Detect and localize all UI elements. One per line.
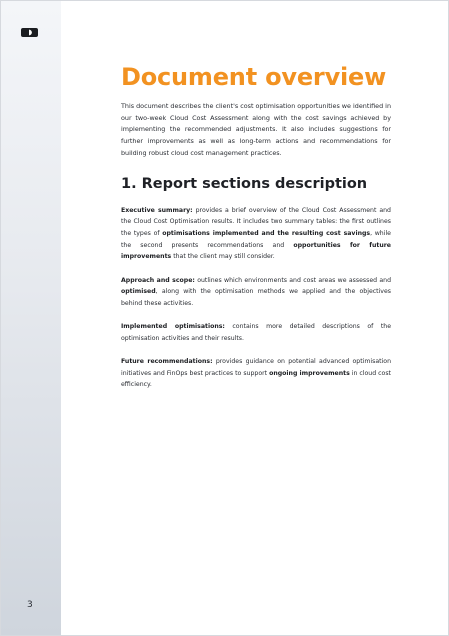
term-approach-scope: Approach and scope: xyxy=(121,276,195,284)
term-future-recommendations: Future recommendations: xyxy=(121,358,213,366)
bold-span: optimisations implemented and the resulting cost savings xyxy=(162,229,371,237)
text-span: that the client may still consider. xyxy=(171,253,275,261)
term-executive-summary: Executive summary: xyxy=(121,206,193,214)
section-heading xyxy=(121,176,391,192)
term-implemented-optimisations: Implemented optimisations: xyxy=(121,323,225,331)
section-title-text: Report sections description xyxy=(141,175,368,192)
page-sidebar xyxy=(1,1,61,635)
text-span: in cloud cost efficiency. xyxy=(121,369,391,389)
implemented-optimisations-paragraph xyxy=(121,321,391,344)
approach-scope-paragraph xyxy=(121,275,391,310)
text-span: , along with the optimisation methods we applied and the objectives behind these activities. xyxy=(121,288,391,307)
text-span: outlines which environments and cost areas we assessed and xyxy=(194,276,391,284)
page-title: Document overview xyxy=(121,63,387,91)
text-span: provides guidance on potential advanced optimisation initiatives and FinOps best practices to support xyxy=(121,358,391,377)
text-span: , while the second presents recommendations and xyxy=(121,229,391,249)
intro-paragraph: This document describes the client's cost optimisation opportunities we identified in our two-week Cloud Cost Assessment along with the cost savings achieved by implementing the recommended adjustments. It also includes suggestions for further improvements as well as long-term actions and recommendations for building robust cloud cost management practices. xyxy=(121,102,391,157)
brand-logo-icon xyxy=(21,28,38,37)
section-number: 1. xyxy=(121,175,137,192)
bold-span: optimised xyxy=(121,288,156,296)
page-content xyxy=(121,63,391,403)
bold-span: opportunities for future improvements xyxy=(121,241,391,261)
executive-summary-paragraph xyxy=(121,205,391,264)
future-recommendations-paragraph xyxy=(121,356,391,391)
text-span: contains more detailed descriptions of the optimisation activities and their results. xyxy=(121,323,391,342)
text-span: provides a brief overview of the Cloud Cost Assessment and the Cloud Cost Optimisation results. It includes two summary tables: the first outlines the types of xyxy=(121,206,391,237)
page-number: 3 xyxy=(27,600,33,610)
bold-span: ongoing improvements xyxy=(269,369,350,377)
